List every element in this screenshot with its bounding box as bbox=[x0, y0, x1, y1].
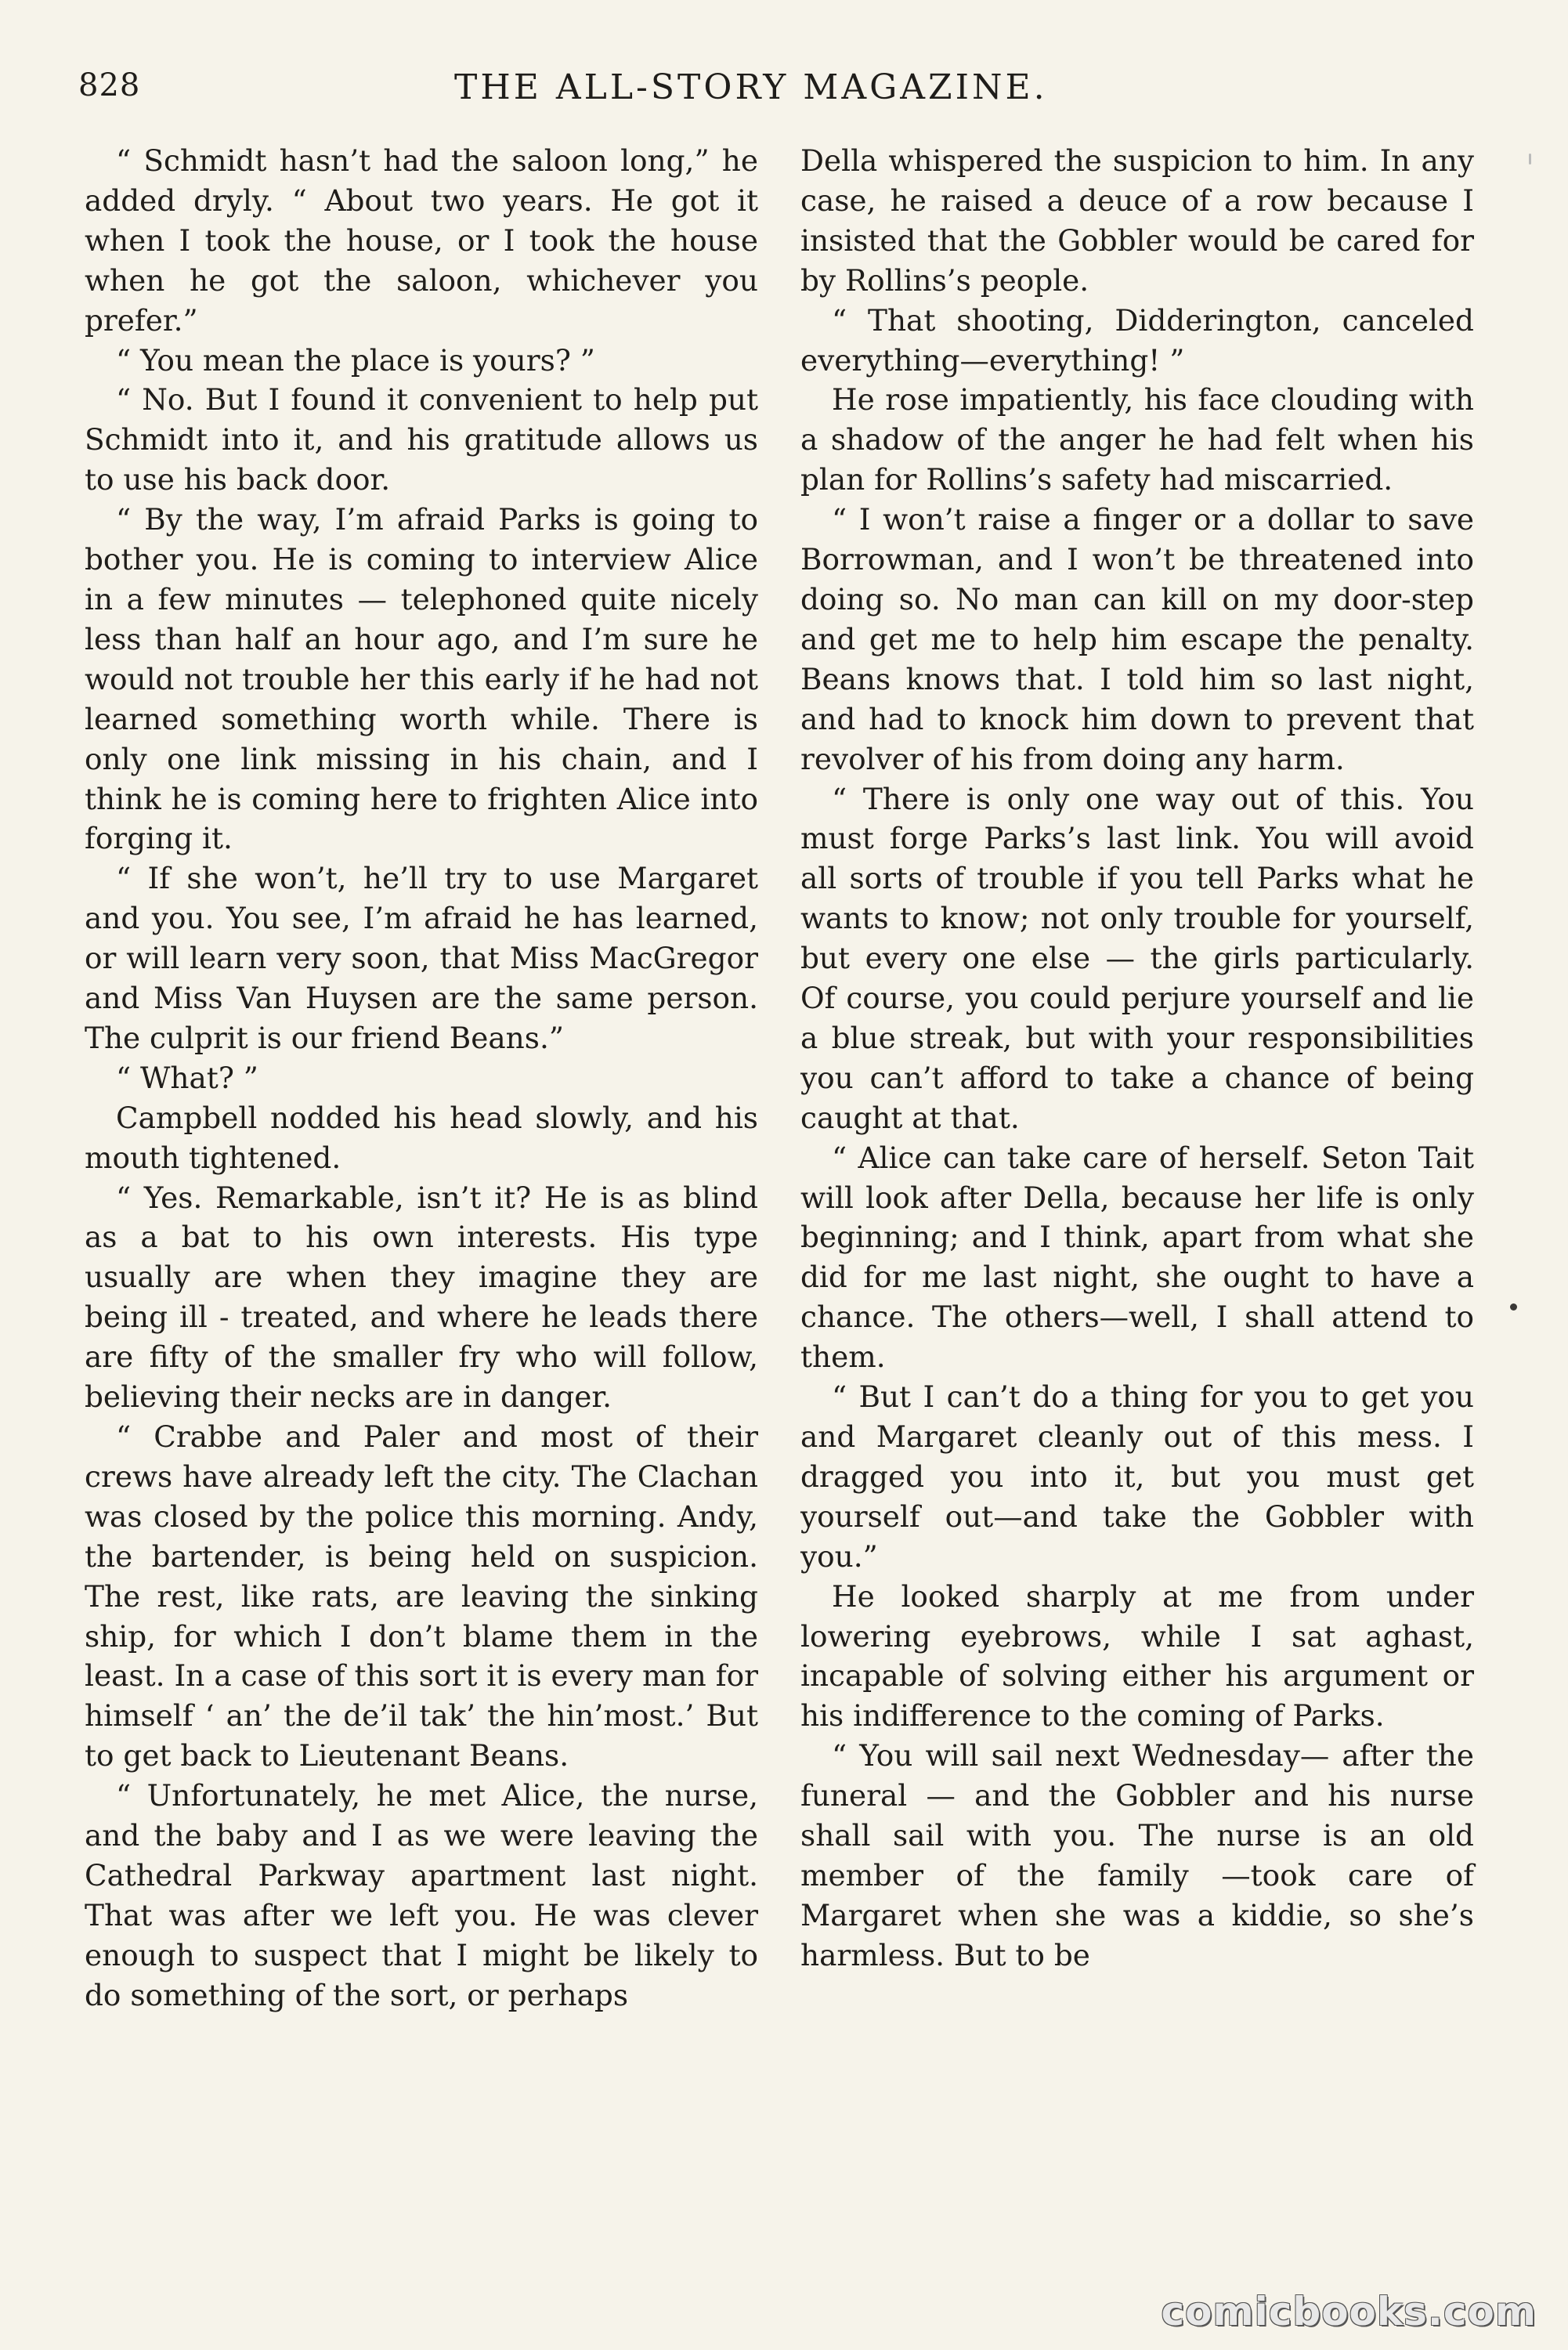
paragraph: “ Schmidt hasn’t had the saloon long,” he added dryly. “ About two years. He got it when I took the house, or I took the house when he got the saloon, whichever you prefer.” bbox=[85, 143, 758, 338]
paragraph: “ That shooting, Didderington, canceled everything—everything! ” bbox=[800, 302, 1474, 378]
paragraph-continuation: Della whispered the suspicion to him. In any case, he raised a deuce of a row because I insisted that the Gobbler would be cared for by Rollins’s people. bbox=[800, 143, 1474, 298]
print-speck bbox=[1529, 154, 1531, 164]
paragraph: “ You mean the place is yours? ” bbox=[116, 342, 595, 378]
paragraph: “ Unfortunately, he met Alice, the nurse, and the baby and I as we were leaving the Cathedral Parkway apartment last night. That was after we left you. He was clever enough to suspect that I might be likely to do something of the sort, or perhaps bbox=[85, 1778, 758, 2012]
site-watermark: comicbooks.com bbox=[1161, 2289, 1537, 2334]
paragraph: “ No. But I found it convenient to help put Schmidt into it, and his gratitude allows us to use his back door. bbox=[85, 382, 758, 497]
paragraph: He looked sharply at me from under lowering eyebrows, while I sat aghast, incapable of solving either his argument or his indifference to the coming of Parks. bbox=[800, 1578, 1474, 1734]
paragraph: Campbell nodded his head slowly, and his mouth tightened. bbox=[85, 1100, 758, 1175]
page-number: 828 bbox=[78, 67, 141, 103]
paragraph: “ Crabbe and Paler and most of their crews have already left the city. The Clachan was closed by the police this morning. Andy, the bartender, is being held on suspicion. The rest, like rats, are leaving the sinking ship, for which I don’t blame them in the least. In a case of this sort it is every man for himself ‘ an’ the de’il tak’ the hin’most.’ But to get back to Lieutenant Beans. bbox=[85, 1419, 758, 1773]
right-column bbox=[800, 141, 1474, 1976]
paragraph: “ But I can’t do a thing for you to get you and Margaret cleanly out of this mess. I dragged you into it, but you must get yourself out—and take the Gobbler with you.” bbox=[800, 1379, 1474, 1574]
paragraph: “ Yes. Remarkable, isn’t it? He is as blind as a bat to his own interests. His type usually are when they imagine they are being ill - treated, and where he leads there are fifty of the smaller fry who will follow, believing their necks are in danger. bbox=[85, 1180, 758, 1415]
paragraph: “ By the way, I’m afraid Parks is going to bother you. He is coming to interview Alice in a few minutes — telephoned quite nicely less than half an hour ago, and I’m sure he would not trouble her this early if he had not learned something worth while. There is only one link missing in his chain, and I think he is coming here to frighten Alice into forging it. bbox=[85, 502, 758, 856]
paragraph: He rose impatiently, his face clouding with a shadow of the anger he had felt when his plan for Rollins’s safety had miscarried. bbox=[800, 382, 1474, 497]
paragraph: “ There is only one way out of this. You must forge Parks’s last link. You will avoid all sorts of trouble if you tell Parks what he wants to know; not only trouble for yourself, but every one else — the girls particularly. Of course, you could perjure yourself and lie a blue streak, but with your responsibilities you can’t afford to take a chance of being caught at that. bbox=[800, 781, 1474, 1135]
magazine-title: THE ALL-STORY MAGAZINE. bbox=[454, 67, 1048, 107]
print-speck bbox=[1510, 1303, 1517, 1311]
paragraph: “ You will sail next Wednesday— after the funeral — and the Gobbler and his nurse shall sail with you. The nurse is an old member of the family —took care of Margaret when she was a kiddie, so she’s harmless. But to be bbox=[800, 1738, 1474, 1972]
page-header bbox=[78, 67, 1488, 114]
paragraph: “ If she won’t, he’ll try to use Margaret and you. You see, I’m afraid he has learned, or will learn very soon, that Miss MacGregor and Miss Van Huysen are the same person. The culprit is our friend Beans.” bbox=[85, 861, 758, 1055]
paragraph: “ Alice can take care of herself. Seton Tait will look after Della, because her life is only beginning; and I think, apart from what she did for me last night, she ought to have a chance. The others—well, I shall attend to them. bbox=[800, 1140, 1474, 1375]
left-column bbox=[85, 141, 758, 2016]
paragraph: “ What? ” bbox=[116, 1060, 258, 1095]
paragraph: “ I won’t raise a finger or a dollar to save Borrowman, and I won’t be threatened into doing so. No man can kill on my door-step and get me to help him escape the penalty. Beans knows that. I told him so last night, and had to knock him down to prevent that revolver of his from doing any harm. bbox=[800, 502, 1474, 776]
